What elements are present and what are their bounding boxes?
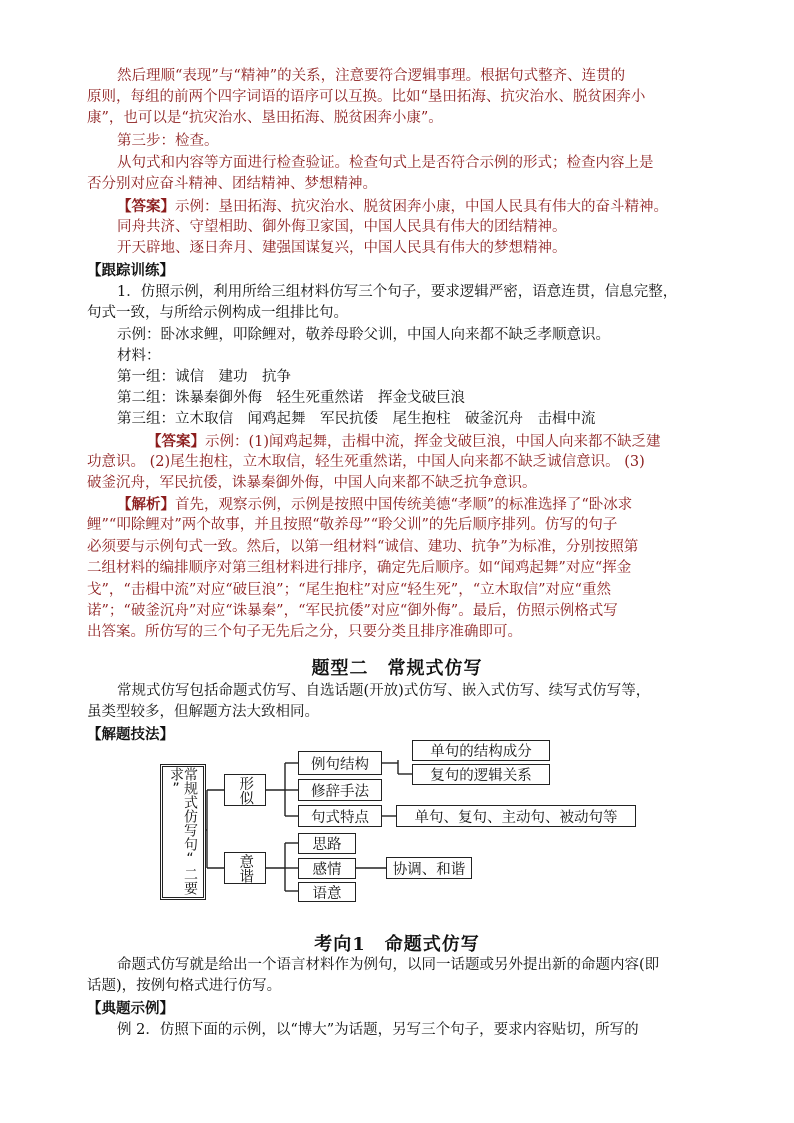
- material-group: 第二组：诛暴秦御外侮 轻生死重然诺 挥金戈破巨浪: [117, 390, 465, 406]
- node-ganqing: [298, 858, 356, 879]
- node-silu: [298, 833, 356, 854]
- material-group: 第一组：诚信 建功 抗争: [117, 369, 291, 385]
- analysis-line: 必须要与示例句式一致。然后，以第一组材料“诚信、建功、抗争”为标准，分别按照第: [87, 539, 639, 555]
- node-label: 语意: [312, 885, 342, 902]
- subsection-title: 考向1 命题式仿写: [314, 934, 480, 955]
- text-line: 否分别对应奋斗精神、团结精神、梦想精神。: [87, 176, 377, 192]
- text-line: 然后理顺“表现”与“精神”的关系，注意要符合逻辑事理。根据句式整齐、连贯的: [117, 68, 626, 84]
- question-line: 1．仿照示例，利用所给三组材料仿写三个句子，要求逻辑严密，语意连贯，信息完整，: [117, 284, 678, 300]
- node-types: [396, 805, 636, 827]
- body-line: 常规式仿写包括命题式仿写、自选话题(开放)式仿写、嵌入式仿写、续写式仿写等，: [117, 683, 651, 699]
- section-heading: 【跟踪训练】: [87, 262, 174, 279]
- section-title: 题型二 常规式仿写: [311, 658, 483, 679]
- answer-line: [147, 431, 771, 453]
- body-line: 虽类型较多，但解题方法大致相同。: [87, 704, 319, 720]
- analysis-line: 诺”；“破釜沉舟”对应“诛暴秦”，“军民抗倭”对应“御外侮”。最后，仿照示例格式写: [87, 603, 618, 619]
- analysis-line: 二组材料的编排顺序对第三组材料进行排序，确定先后顺序。如“闻鸡起舞”对应“挥金: [87, 560, 632, 576]
- answer-tag: 【答案】: [117, 198, 175, 215]
- answer-line: 开天辟地、逐日奔月、建强国谋复兴，中国人民具有伟大的梦想精神。: [117, 240, 567, 256]
- node-yixie: [224, 852, 266, 884]
- answer-tag: 【答案】: [147, 433, 205, 450]
- analysis-line: 鲤”“叩除鲤对”两个故事，并且按照“敬养母”“聆父训”的先后顺序排列。仿写的句子: [87, 517, 618, 533]
- node-xietiao: [386, 857, 472, 879]
- node-label: 句式特点: [311, 809, 369, 826]
- text-line: 从句式和内容等方面进行检查验证。检查句式上是否符合示例的形式；检查内容上是: [117, 155, 654, 171]
- node-label: 形似: [237, 775, 254, 805]
- answer-text: 示例：(1)闻鸡起舞，击楫中流，挥金戈破巨浪，中国人向来都不缺乏建: [205, 434, 661, 450]
- text-line: 原则，每组的前两个四字词语的语序可以互换。比如“垦田拓海、抗灾治水、脱贫困奔小: [87, 89, 646, 105]
- question-line: 例 2．仿照下面的示例，以“博大”为话题，另写三个句子，要求内容贴切，所写的: [117, 1022, 639, 1038]
- node-label: 单句、复句、主动句、被动句等: [414, 809, 618, 826]
- node-label: 协调、和谐: [392, 861, 466, 878]
- diagram-root: [160, 764, 206, 900]
- method-diagram: [160, 744, 640, 902]
- node-fu: [412, 764, 550, 785]
- material-label: 材料：: [117, 348, 161, 364]
- analysis-line: 戈”，“击楫中流”对应“破巨浪”；“尾生抱柱”对应“轻生死”，“立木取信”对应“重然: [87, 582, 611, 598]
- node-label: 修辞手法: [311, 783, 369, 800]
- node-label: 意谐: [237, 853, 254, 883]
- diagram-root-label: 常规式仿写句“二要求”: [168, 767, 198, 895]
- example-line: 示例：卧冰求鲤，叩除鲤对，敬养母聆父训，中国人向来都不缺乏孝顺意识。: [117, 327, 610, 343]
- analysis-text: 首先，观察示例，示例是按照中国传统美德“孝顺”的标准选择了“卧冰求: [175, 497, 633, 513]
- node-xingsi: [224, 774, 266, 806]
- node-juxing: [298, 751, 382, 775]
- material-group: 第三组：立木取信 闻鸡起舞 军民抗倭 尾生抱柱 破釜沉舟 击楫中流: [117, 411, 596, 427]
- text-line: 第三步：检查。: [117, 133, 219, 149]
- method-heading: 【解题技法】: [87, 726, 174, 743]
- body-line: 命题式仿写就是给出一个语言材料作为例句，以同一话题或另外提出新的命题内容(即: [117, 957, 660, 973]
- analysis-tag: 【解析】: [117, 496, 175, 513]
- node-label: 复句的逻辑关系: [430, 768, 532, 784]
- node-xiuci: [298, 779, 382, 801]
- node-label: 单句的结构成分: [430, 744, 532, 760]
- body-line: 话题)，按例句格式进行仿写。: [87, 978, 282, 994]
- answer-line: [117, 196, 711, 218]
- node-dan: [412, 740, 550, 761]
- node-label: 思路: [312, 837, 342, 853]
- text-line: 康”，也可以是“抗灾治水、垦田拓海、脱贫困奔小康”。: [87, 110, 443, 126]
- analysis-line: [117, 494, 711, 516]
- answer-line: 同舟共济、守望相助、御外侮卫家国，中国人民具有伟大的团结精神。: [117, 219, 567, 235]
- answer-line: 功意识。 (2)尾生抱柱，立木取信，轻生死重然诺，中国人向来都不缺乏诚信意识。 (3): [87, 454, 645, 470]
- node-label: 感情: [312, 862, 342, 878]
- node-tedian: [298, 805, 382, 827]
- example-heading: 【典题示例】: [87, 1000, 174, 1017]
- analysis-line: 出答案。所仿写的三个句子无先后之分，只要分类且排序准确即可。: [87, 624, 522, 640]
- answer-text: 示例：垦田拓海、抗灾治水、脱贫困奔小康，中国人民具有伟大的奋斗精神。: [175, 199, 668, 215]
- question-line: 句式一致，与所给示例构成一组排比句。: [87, 305, 348, 321]
- answer-line: 破釜沉舟，军民抗倭，诛暴秦御外侮，中国人向来都不缺乏抗争意识。: [87, 475, 537, 491]
- node-label: 例句结构: [311, 756, 369, 773]
- node-yuyi: [298, 882, 356, 902]
